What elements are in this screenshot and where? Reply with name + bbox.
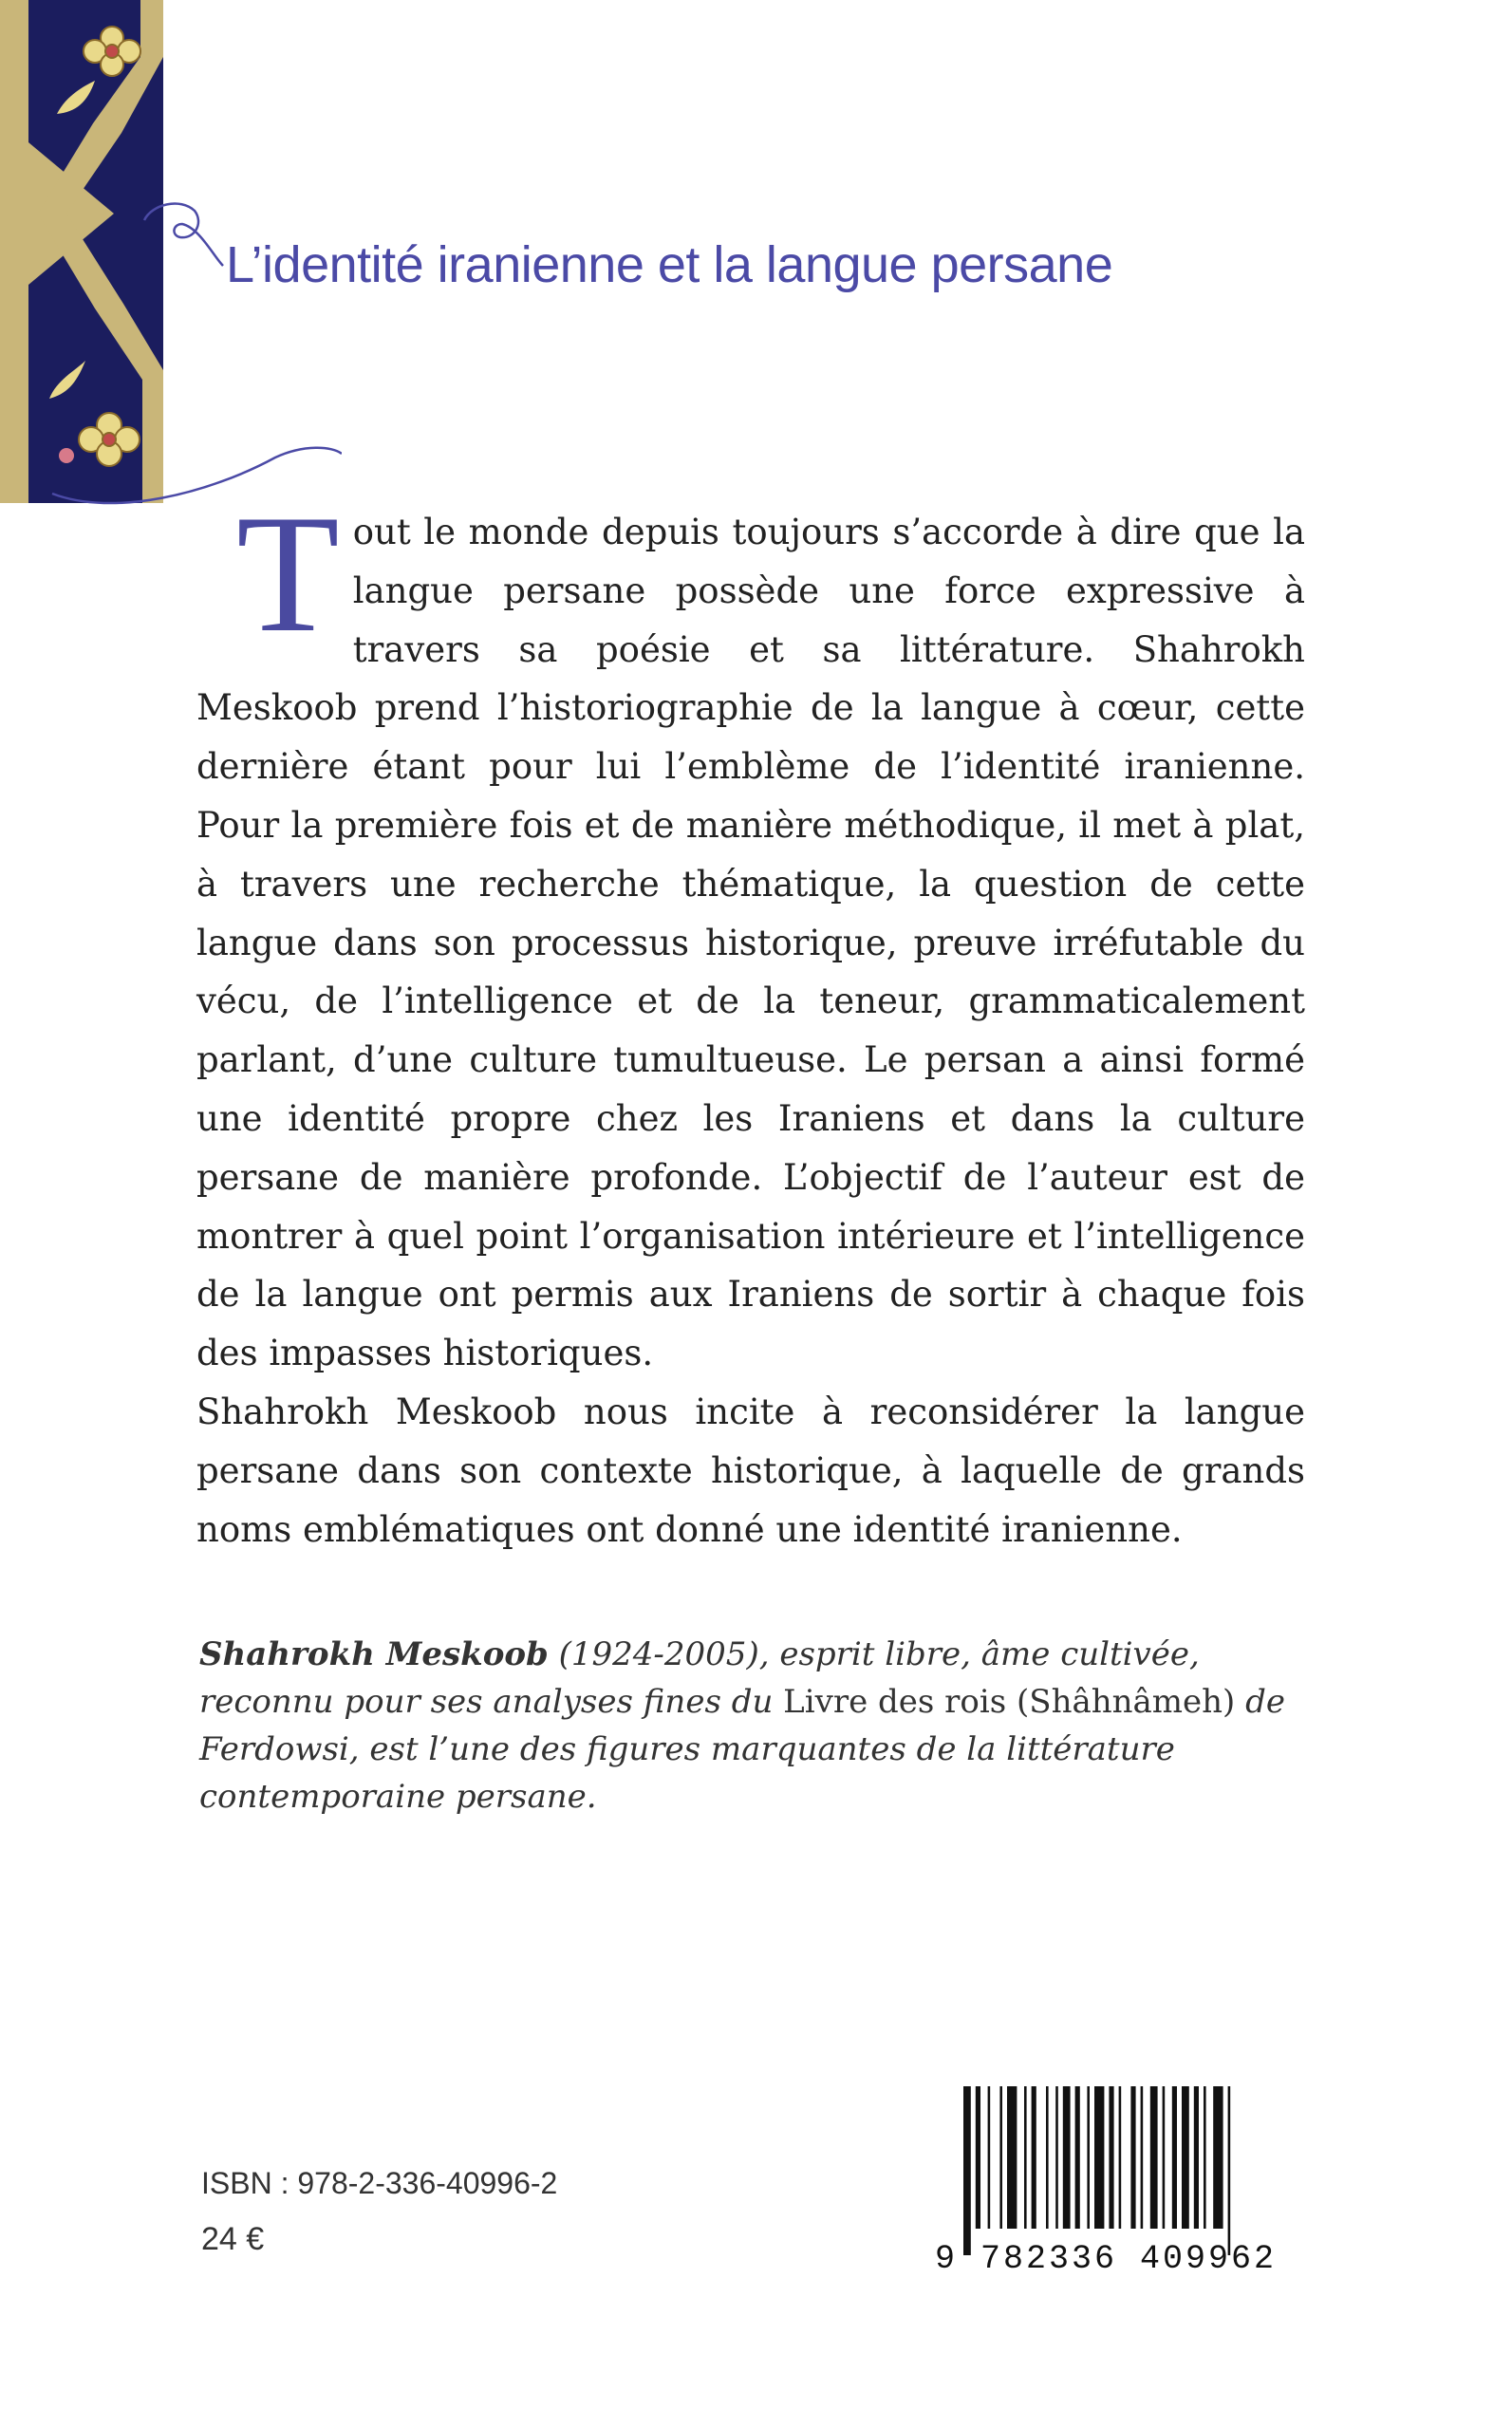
barcode-bar: [1130, 2086, 1135, 2229]
price: 24 €: [201, 2221, 265, 2257]
drop-cap: T: [236, 479, 340, 667]
barcode-bar: [988, 2086, 991, 2229]
barcode-bar: [1063, 2086, 1071, 2229]
barcode-bar: [1087, 2086, 1090, 2229]
barcode: [935, 2086, 1286, 2288]
author-bio: [199, 1631, 1308, 1821]
book-reference: Livre des rois (Shâhnâmeh): [783, 1683, 1236, 1721]
barcode-digits: 9 782336 409962: [935, 2240, 1278, 2278]
barcode-bar: [1163, 2086, 1166, 2229]
barcode-bar: [1213, 2086, 1223, 2229]
barcode-bar: [1141, 2086, 1144, 2229]
barcode-bar: [1182, 2086, 1189, 2229]
isbn: ISBN : 978-2-336-40996-2: [201, 2166, 558, 2200]
barcode-bar: [1094, 2086, 1104, 2229]
barcode-bar: [1119, 2086, 1122, 2229]
barcode-bar: [999, 2086, 1002, 2229]
barcode-bar: [963, 2086, 971, 2255]
barcode-bar: [1046, 2086, 1049, 2229]
barcode-bar: [976, 2086, 980, 2229]
author-bio-part-1: (1924-2005), esprit libre, âme cultivée, reconnu pour ses analyses fines du: [199, 1635, 1200, 1721]
barcode-bar: [1024, 2086, 1027, 2229]
barcode-bar: [1204, 2086, 1206, 2229]
barcode-bar: [1150, 2086, 1158, 2229]
barcode-bar: [1032, 2086, 1036, 2229]
barcode-bar: [1172, 2086, 1177, 2229]
bud-icon: [59, 448, 74, 463]
blurb-paragraph-2: Shahrokh Meskoob nous incite à reconsidérer la langue persane dans son contexte historique, à laquelle de grands noms emblématiques ont donné une identité iranienne.: [196, 1391, 1305, 1550]
barcode-bar: [1109, 2086, 1113, 2229]
blurb: [196, 479, 1305, 1559]
barcode-bar: [1007, 2086, 1017, 2229]
barcode-bar: [1228, 2086, 1231, 2255]
barcode-bar: [1194, 2086, 1199, 2229]
blurb-paragraph-1-text: out le monde depuis toujours s’accorde à dire que la langue persane possède une force expressive à travers sa poésie et sa littérature. Shahrokh Meskoob prend l’historiographie de la langue à cœur, cette dernière étant pour lui l’emblème de l’identité iranienne. Pour la première fois et de manière méthodique, il met à plat, à travers une recherche thématique, la question de cette langue dans son processus historique, preuve irréfutable du vécu, de l’intelligence et de la teneur, grammaticalement parlant, d’une culture tumultueuse. Le persan a ainsi formé une identité propre chez les Iraniens et dans la culture persane de manière profonde. L’objectif de l’auteur est de montrer à quel point l’organisation intérieure et l’intelligence de la langue ont permis aux Iraniens de sortir à chaque fois des impasses historiques.: [196, 512, 1305, 1374]
barcode-bar: [1075, 2086, 1080, 2229]
barcode-bars: [963, 2086, 1277, 2255]
author-name: Shahrokh Meskoob: [199, 1635, 549, 1673]
book-title: L’identité iranienne et la langue persane: [226, 236, 1113, 293]
barcode-bar: [1055, 2086, 1058, 2229]
blurb-paragraph-1: [196, 479, 1305, 1383]
author-bio-part-2: de Ferdowsi, est l’une des figures marquantes de la littérature contemporaine persane.: [199, 1683, 1286, 1816]
